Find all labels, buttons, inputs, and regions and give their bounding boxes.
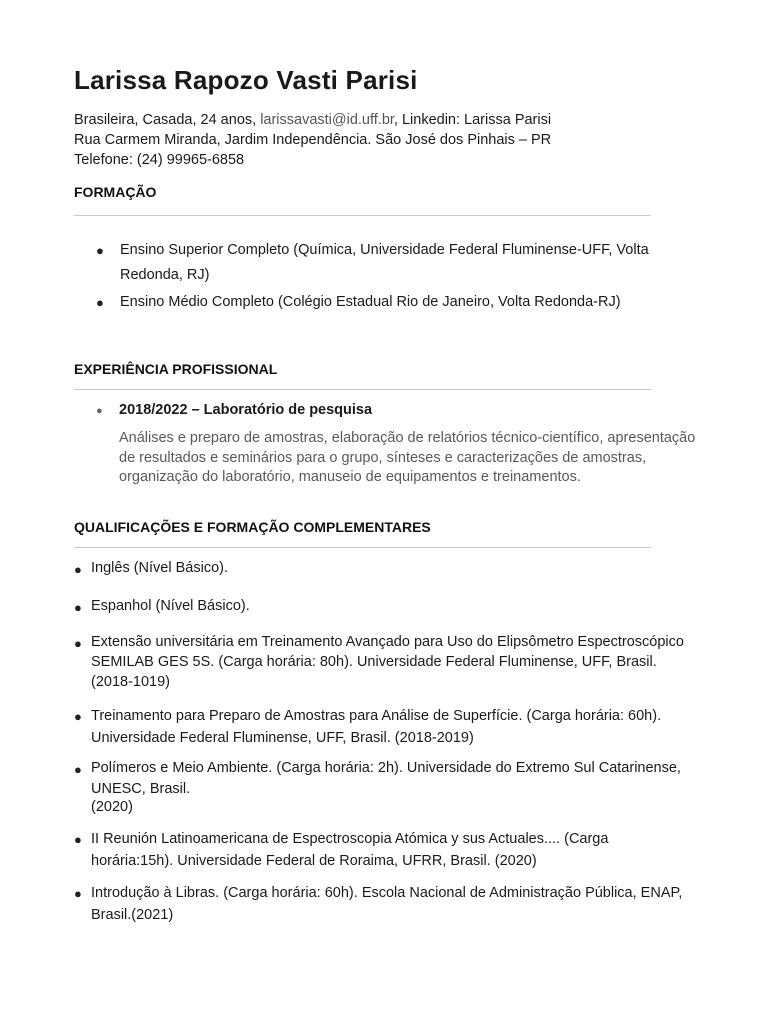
- bullet-icon: ●: [74, 562, 82, 577]
- bullet-icon: ●: [74, 832, 82, 847]
- section-heading-formacao: FORMAÇÃO: [74, 184, 157, 200]
- section-divider: [74, 215, 651, 216]
- contact-info: [74, 110, 551, 170]
- bullet-icon: ●: [74, 600, 82, 615]
- job-title: 2018/2022 – Laboratório de pesquisa: [119, 402, 373, 418]
- linkedin-info: , Linkedin: Larissa Parisi: [393, 112, 552, 128]
- list-item: Espanhol (Nível Básico).: [91, 598, 250, 614]
- list-item: Inglês (Nível Básico).: [91, 560, 228, 576]
- bullet-icon: ●: [74, 762, 82, 777]
- list-item: II Reunión Latinoamericana de Espectroscopia Atómica y sus Actuales.... (Carga horária:15h). Universidade Federal de Roraima, UFRR, Brasil. (2020): [91, 831, 609, 869]
- bullet-icon: ●: [96, 405, 103, 417]
- list-item: Extensão universitária em Treinamento Avançado para Uso do Elipsômetro Espectroscópico SEMILAB GES 5S. (Carga horária: 80h). Universidade Federal Fluminense, UFF, Brasil. (2018-1019): [91, 634, 684, 690]
- bullet-icon: ●: [96, 243, 104, 258]
- section-divider: [74, 547, 651, 548]
- contact-line-phone: Telefone: (24) 99965-6858: [74, 152, 245, 168]
- section-heading-qualificacoes: QUALIFICAÇÕES E FORMAÇÃO COMPLEMENTARES: [74, 519, 431, 535]
- bullet-icon: ●: [96, 295, 104, 310]
- personal-info: Brasileira, Casada, 24 anos,: [74, 112, 261, 128]
- list-item: Ensino Superior Completo (Química, Universidade Federal Fluminense-UFF, Volta Redonda, RJ): [120, 242, 649, 283]
- list-item: Ensino Médio Completo (Colégio Estadual Rio de Janeiro, Volta Redonda-RJ): [120, 294, 621, 310]
- job-description: Análises e preparo de amostras, elaboração de relatórios técnico-científico, apresentação de resultados e seminários para o grupo, sínteses e caracterizações de amostras, organização do laboratório, manuseio de equipamentos e treinamentos.: [119, 430, 696, 485]
- bullet-icon: ●: [74, 709, 82, 724]
- bullet-icon: ●: [74, 886, 82, 901]
- section-heading-experiencia: EXPERIÊNCIA PROFISSIONAL: [74, 361, 278, 377]
- bullet-icon: ●: [74, 636, 82, 651]
- list-item-continuation: (2020): [91, 799, 133, 815]
- list-item: Polímeros e Meio Ambiente. (Carga horária: 2h). Universidade do Extremo Sul Catarinense, UNESC, Brasil.: [91, 760, 681, 797]
- contact-line-personal: [74, 110, 551, 130]
- section-divider: [74, 389, 651, 390]
- email-link[interactable]: larissavasti@id.uff.br: [260, 112, 394, 128]
- list-item: Treinamento para Preparo de Amostras para Análise de Superfície. (Carga horária: 60h). Universidade Federal Fluminense, UFF, Brasil. (2018-2019): [91, 708, 662, 746]
- contact-line-address: Rua Carmem Miranda, Jardim Independência. São José dos Pinhais – PR: [74, 132, 552, 148]
- candidate-name: Larissa Rapozo Vasti Parisi: [74, 65, 418, 95]
- list-item: Introdução à Libras. (Carga horária: 60h). Escola Nacional de Administração Pública, ENAP, Brasil.(2021): [91, 885, 683, 923]
